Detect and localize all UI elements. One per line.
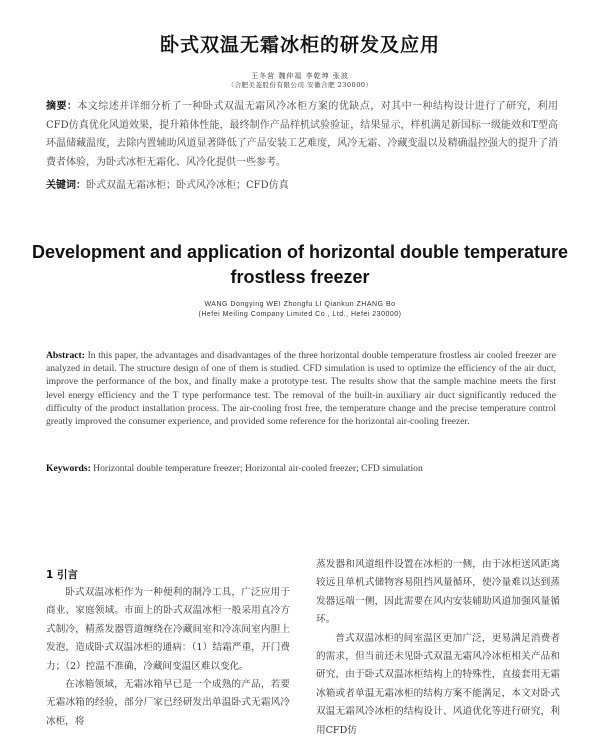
english-abstract bbox=[46, 349, 556, 428]
left-paragraph-2: 在冰箱领域，无霜冰箱早已是一个成熟的产品，若要无霜冰箱的经验，部分厂家已经研发出单温卧式无霜风冷冰柜，将 bbox=[46, 679, 290, 727]
chinese-title: 卧式双温无霜冰柜的研发及应用 bbox=[159, 34, 440, 56]
english-keywords-label: Keywords: bbox=[46, 463, 91, 474]
right-paragraph-1: 蒸发器和风道组件设置在冰柜的一侧，由于冰柜送风距离较远且单机式储物容易阻挡风量循环，使冷量难以达到蒸发器远端一侧，因此需要在风内安装辅助风道加强风量循环。 bbox=[316, 559, 560, 626]
chinese-keywords-text: 卧式双温无霜冰柜；卧式风冷冰柜；CFD仿真 bbox=[86, 180, 289, 191]
chinese-abstract bbox=[46, 98, 558, 172]
left-paragraph-1: 卧式双温冰柜作为一种便利的制冷工具，广泛应用于商业、家庭领域。市面上的卧式双温冰柜一般采用直冷方式制冷，精蒸发器管道缠绕在冷藏间室和冷冻间室内胆上发泡，造成卧式双温冰柜的通病：（1）结霜严重，开门费力；（2）控温不准确，冷藏间变温区难以变化。 bbox=[46, 587, 290, 672]
chinese-abstract-label: 摘要： bbox=[46, 101, 78, 112]
section-1-heading: 1 引言 bbox=[46, 569, 78, 581]
english-affiliation: (Hefei Meiling Company Limited Co., Ltd., Hefei 230000) bbox=[198, 311, 402, 318]
english-keywords-text: Horizontal double temperature freezer; Horizontal air-cooled freezer; CFD simulation bbox=[90, 463, 423, 474]
body-left-column bbox=[46, 556, 290, 731]
english-keywords bbox=[46, 462, 556, 475]
body-right-column bbox=[316, 556, 560, 740]
english-abstract-label: Abstract: bbox=[46, 350, 85, 361]
english-authors: WANG Dongying WEI Zhongfu LI Qiankun ZHANG Bo bbox=[204, 301, 396, 308]
english-title: Development and application of horizontal double temperature frostless freezer bbox=[31, 242, 569, 287]
chinese-keywords-label: 关键词： bbox=[46, 180, 86, 191]
chinese-authors: 王冬营 魏仲福 李乾坤 张波 bbox=[251, 72, 349, 80]
right-paragraph-2: 普式双温冰柜的间室温区更加广泛，更易满足消费者的需求，但当前还未见卧式双温无霜风冷冰柜相关产品和研究，由于卧式双温冰柜结构上的特殊性，直接套用无霜冰箱或者单温无霜冰柜的结构方案不能满足，本文对卧式双温无霜风冷冰柜的结构设计、风道优化等进行研究，利用CFD仿 bbox=[316, 632, 560, 736]
chinese-keywords bbox=[46, 179, 558, 193]
chinese-affiliation: （合肥美菱股份有限公司 安徽合肥 230000） bbox=[227, 81, 373, 89]
english-abstract-text: In this paper, the advantages and disadvantages of the three horizontal double temperature frostless air cooled freezer are analyzed in detail. The structure design of one of them is studied. CFD simulation is used to optimize the efficiency of the air duct, improve the performance of the box, and finally make a prototype test. The results show that the sample machine meets the first level energy efficiency and the T type performance test. The removal of the built-in auxiliary air duct significantly reduced the difficulty of the product installation process. The air-cooling frost free, the temperature change and the precise temperature control greatly improved the consumer experience, and provided some reference for the horizontal air-cooling freezer. bbox=[46, 350, 556, 428]
chinese-abstract-text: 本文综述并详细分析了一种卧式双温无霜风冷冰柜方案的优缺点，对其中一种结构设计进行了研究，利用CFD仿真优化风道效果，提升箱体性能，最终制作产品样机试验验证，结果显示，样机满足新国标一级能效和T型高环温储藏温度，去除内置辅助风道显著降低了产品安装工艺难度，风冷无霜、冷藏变温以及精确温控强大的提升了消费者体验，为卧式冰柜无霜化、风冷化提供一些参考。 bbox=[46, 101, 558, 168]
